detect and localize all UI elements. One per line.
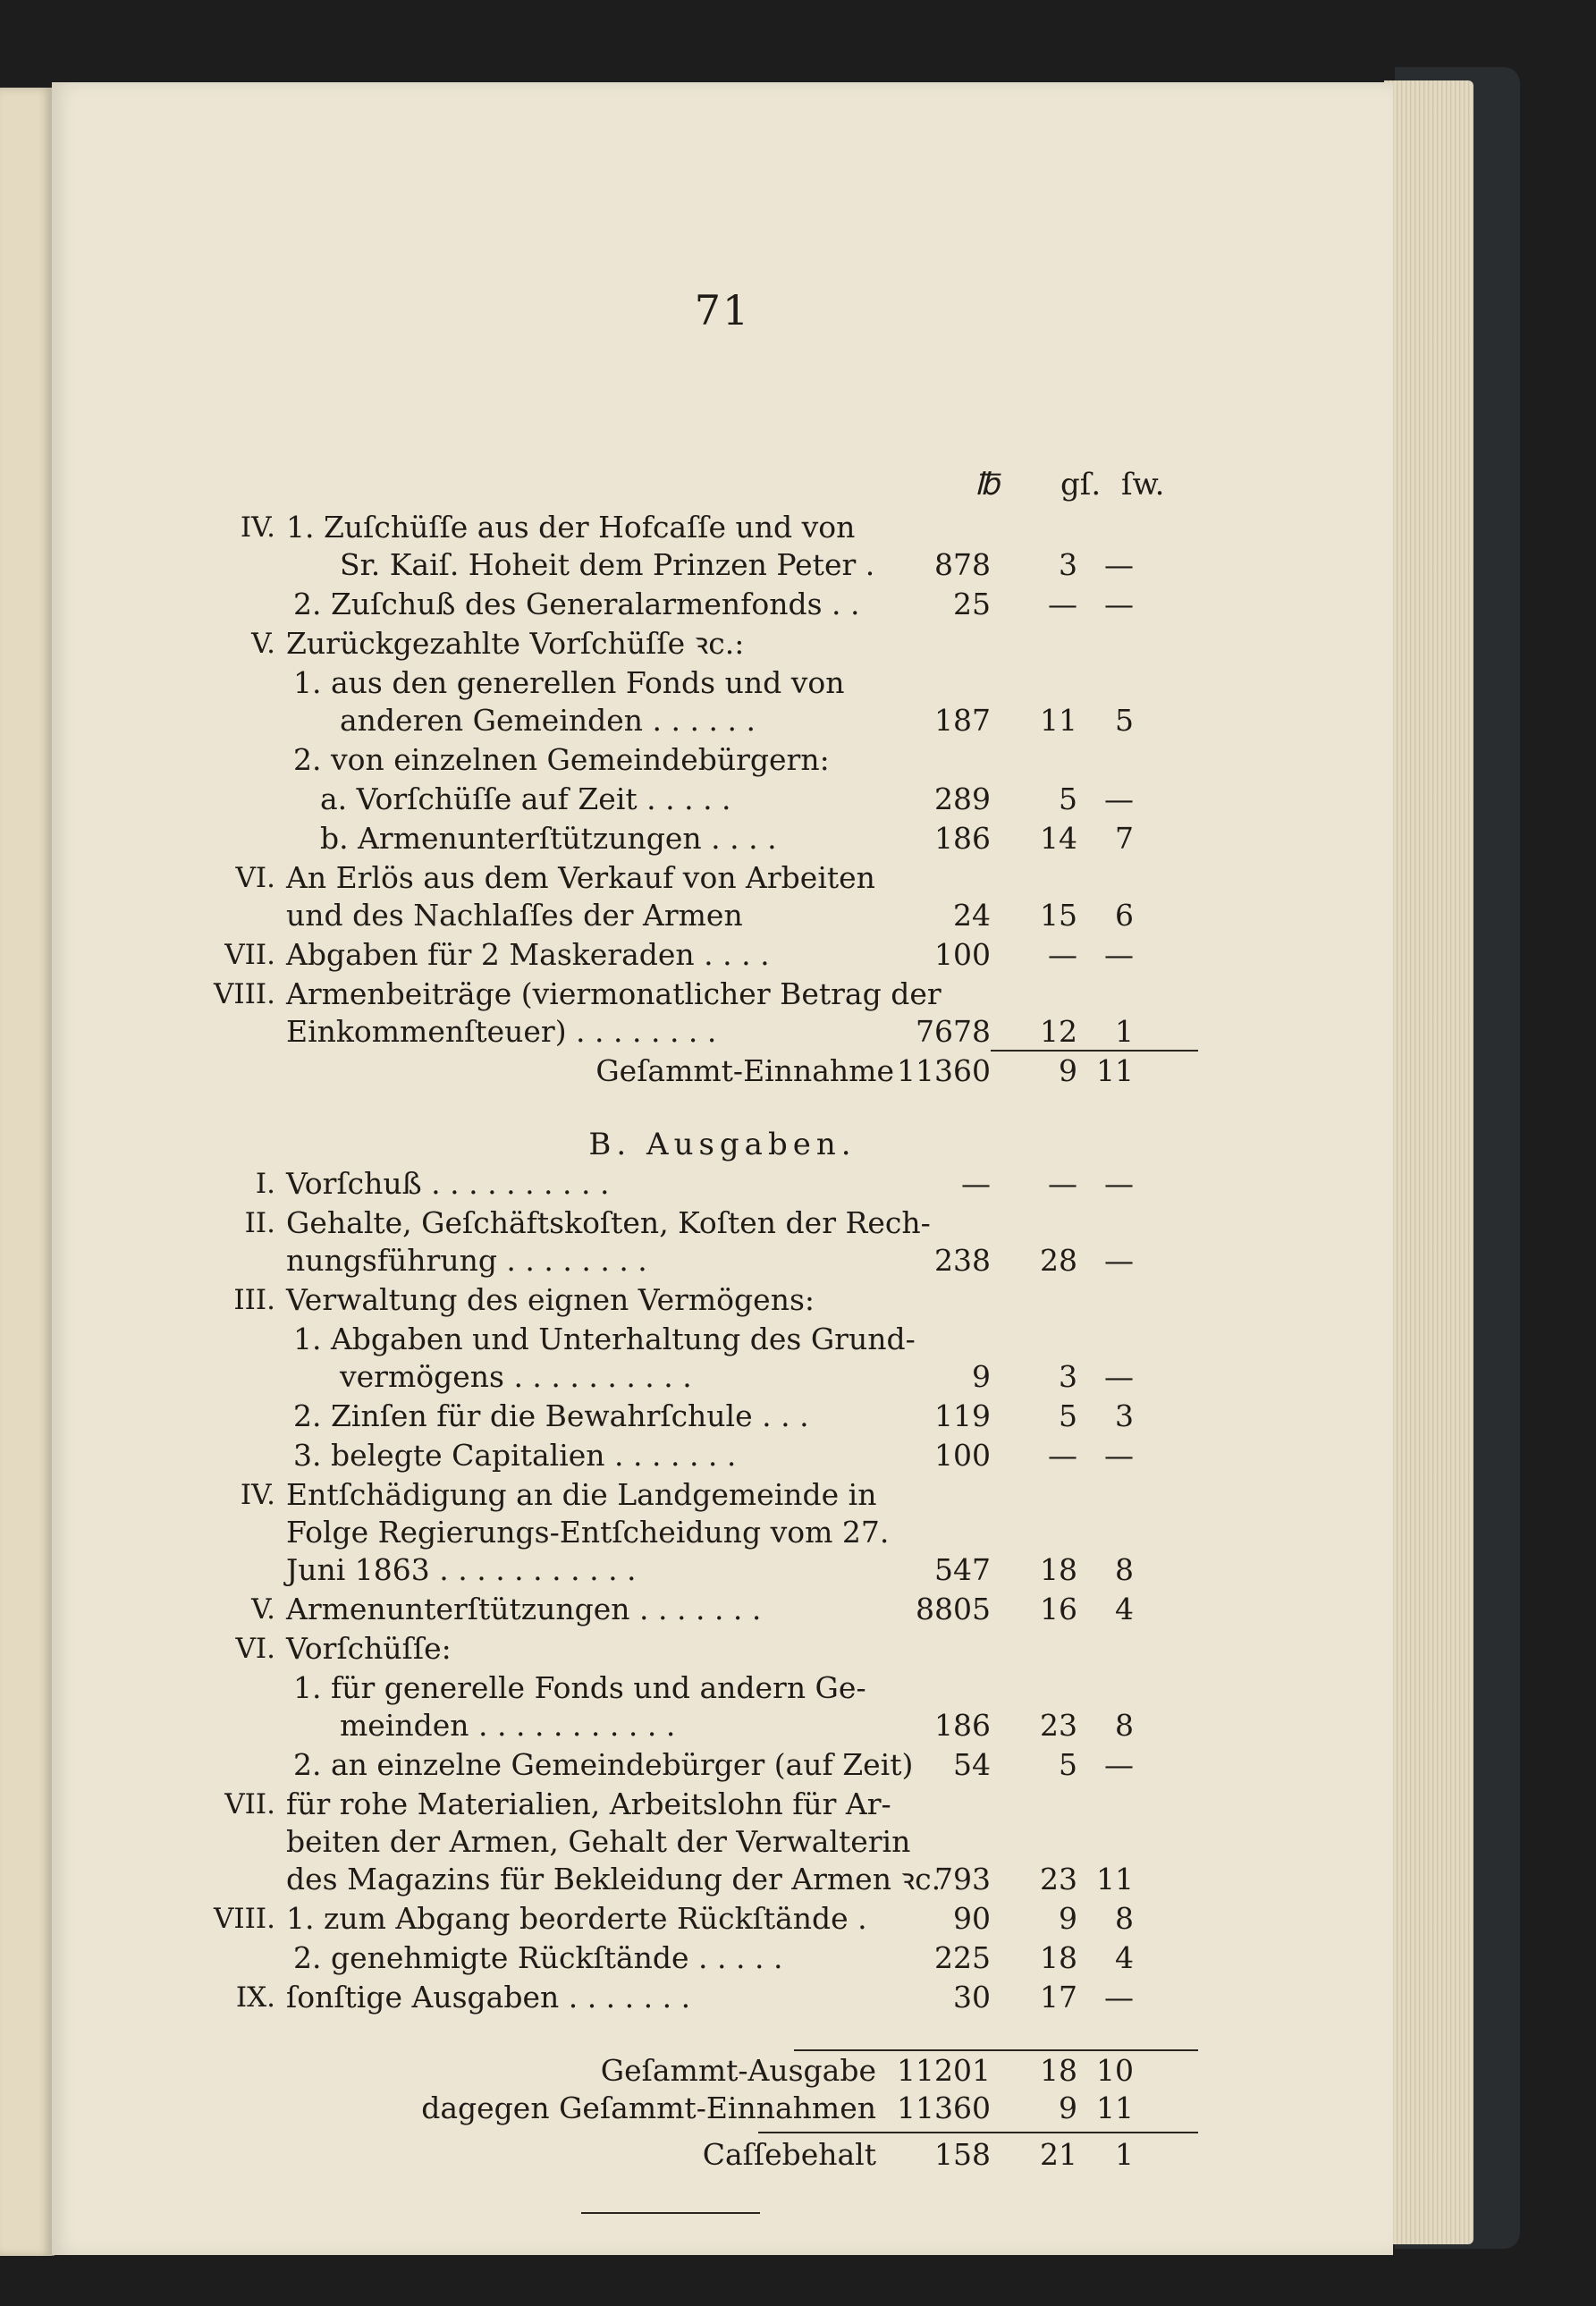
entry-text-line: Vorſchuß . . . . . . . . . . xyxy=(286,1166,610,1201)
amount-schwaren: — xyxy=(1104,1980,1134,2015)
entry-text-line: Abgaben für 2 Maskeraden . . . . xyxy=(286,937,770,972)
page-stack-edge xyxy=(1384,80,1474,2244)
against-income-groschen: 9 xyxy=(1059,2091,1077,2125)
amount-groschen: 5 xyxy=(1059,781,1077,816)
amount-thaler: 7678 xyxy=(916,1014,991,1049)
closing-rule xyxy=(581,2212,760,2214)
amount-thaler: 793 xyxy=(934,1862,991,1896)
balance-schwaren: 1 xyxy=(1115,2137,1134,2172)
page-number: 71 xyxy=(694,286,751,334)
entry-text-line: 1. zum Abgang beorderte Rückſtände . xyxy=(286,1901,867,1936)
entry-text-line: Folge Regierungs-Entſcheidung vom 27. xyxy=(286,1515,890,1550)
entry-text-line: 1. Zuſchüſſe aus der Hofcaſſe und von xyxy=(286,510,856,545)
amount-thaler: 878 xyxy=(934,547,991,582)
entry-text-line: 1. aus den generellen Fonds und von xyxy=(293,665,845,700)
amount-groschen: 16 xyxy=(1040,1592,1077,1626)
amount-schwaren: — xyxy=(1104,1359,1134,1394)
amount-thaler: 238 xyxy=(934,1243,991,1278)
balance-thaler: 158 xyxy=(934,2137,991,2172)
amount-thaler: 547 xyxy=(934,1552,991,1587)
roman-numeral: IV. xyxy=(240,1479,275,1511)
entry-text-line: a. Vorſchüſſe auf Zeit . . . . . xyxy=(320,781,731,816)
entry-text-line: 1. Abgaben und Unterhaltung des Grund- xyxy=(293,1322,916,1356)
entry-text-line: Armenbeiträge (viermonatlicher Betrag der xyxy=(286,976,942,1011)
entry-text-line: ſonſtige Ausgaben . . . . . . . xyxy=(286,1980,691,2015)
amount-groschen: 11 xyxy=(1040,703,1077,738)
entry-text-line: An Erlös aus dem Verkauf von Arbeiten xyxy=(286,860,875,895)
roman-numeral: IX. xyxy=(235,1981,275,2014)
income-total-schwaren: 11 xyxy=(1096,1053,1134,1088)
entry-text-line: 2. genehmigte Rückſtände . . . . . xyxy=(293,1940,783,1975)
amount-schwaren: 6 xyxy=(1115,898,1134,933)
amount-thaler: 24 xyxy=(953,898,991,933)
balance-groschen: 21 xyxy=(1040,2137,1077,2172)
amount-groschen: — xyxy=(1048,1166,1077,1201)
amount-thaler: 30 xyxy=(953,1980,991,2015)
entry-text-line: des Magazins für Bekleidung der Armen ꝛc. xyxy=(286,1862,942,1896)
against-income-label: dagegen Geſammt-Einnahmen xyxy=(421,2091,876,2125)
amount-thaler: 186 xyxy=(934,821,991,856)
amount-schwaren: — xyxy=(1104,937,1134,972)
amount-schwaren: 8 xyxy=(1115,1708,1134,1743)
amount-thaler: 100 xyxy=(934,937,991,972)
roman-numeral: IV. xyxy=(240,511,275,544)
amount-thaler: 225 xyxy=(934,1940,991,1975)
balance-rule xyxy=(758,2132,1198,2133)
amount-schwaren: 8 xyxy=(1115,1552,1134,1587)
amount-groschen: 5 xyxy=(1059,1398,1077,1433)
amount-groschen: 12 xyxy=(1040,1014,1077,1049)
amount-groschen: 3 xyxy=(1059,1359,1077,1394)
against-income-schwaren: 11 xyxy=(1096,2091,1134,2125)
expense-total-rule xyxy=(794,2049,1198,2051)
entry-text-line: Entſchädigung an die Landgemeinde in xyxy=(286,1477,877,1512)
amount-schwaren: 4 xyxy=(1115,1940,1134,1975)
amount-thaler: 100 xyxy=(934,1438,991,1473)
amount-groschen: 17 xyxy=(1040,1980,1077,2015)
entry-text-line: meinden . . . . . . . . . . . xyxy=(340,1708,676,1743)
amount-schwaren: — xyxy=(1104,781,1134,816)
amount-groschen: 18 xyxy=(1040,1552,1077,1587)
left-page-edge xyxy=(0,88,55,2256)
entry-text-line: Armenunterſtützungen . . . . . . . xyxy=(286,1592,762,1626)
amount-schwaren: — xyxy=(1104,547,1134,582)
amount-groschen: 3 xyxy=(1059,547,1077,582)
amount-groschen: 23 xyxy=(1040,1862,1077,1896)
amount-thaler: 186 xyxy=(934,1708,991,1743)
amount-schwaren: — xyxy=(1104,1243,1134,1278)
amount-thaler: 8805 xyxy=(916,1592,991,1626)
income-total-label: Geſammt-Einnahme xyxy=(595,1053,894,1088)
roman-numeral: VII. xyxy=(224,1788,275,1820)
amount-thaler: 9 xyxy=(972,1359,991,1394)
amount-groschen: 14 xyxy=(1040,821,1077,856)
roman-numeral: V. xyxy=(251,1593,275,1626)
amount-groschen: 9 xyxy=(1059,1901,1077,1936)
amount-schwaren: — xyxy=(1104,1438,1134,1473)
roman-numeral: V. xyxy=(251,628,275,660)
amount-groschen: — xyxy=(1048,587,1077,621)
roman-numeral: VIII. xyxy=(214,978,275,1010)
entry-text-line: b. Armenunterſtützungen . . . . xyxy=(320,821,777,856)
amount-schwaren: 5 xyxy=(1115,703,1134,738)
balance-label: Caſſebehalt xyxy=(702,2137,876,2172)
amount-groschen: 18 xyxy=(1040,1940,1077,1975)
amount-schwaren: — xyxy=(1104,1166,1134,1201)
roman-numeral: II. xyxy=(244,1207,275,1239)
amount-thaler: 187 xyxy=(934,703,991,738)
entry-text-line: beiten der Armen, Gehalt der Verwalterin xyxy=(286,1824,911,1859)
header-schwaren: ſw. xyxy=(1121,467,1165,503)
amount-groschen: — xyxy=(1048,937,1077,972)
entry-text-line: vermögens . . . . . . . . . . xyxy=(340,1359,692,1394)
amount-thaler: — xyxy=(961,1166,991,1201)
amount-thaler: 25 xyxy=(953,587,991,621)
expense-total-groschen: 18 xyxy=(1040,2053,1077,2088)
roman-numeral: III. xyxy=(233,1284,275,1316)
income-total-groschen: 9 xyxy=(1059,1053,1077,1088)
amount-schwaren: 1 xyxy=(1115,1014,1134,1049)
header-thaler: ℔ xyxy=(975,467,1000,503)
roman-numeral: VI. xyxy=(235,862,275,894)
section-b-title: B. Ausgaben. xyxy=(588,1127,857,1162)
income-total-thaler: 11360 xyxy=(897,1053,991,1088)
entry-text-line: 3. belegte Capitalien . . . . . . . xyxy=(293,1438,737,1473)
amount-groschen: 15 xyxy=(1040,898,1077,933)
expense-total-thaler: 11201 xyxy=(897,2053,991,2088)
entry-text-line: 2. von einzelnen Gemeindebürgern: xyxy=(293,742,830,777)
amount-schwaren: — xyxy=(1104,1747,1134,1782)
entry-text-line: 2. an einzelne Gemeindebürger (auf Zeit) xyxy=(293,1747,914,1782)
entry-text-line: 1. für generelle Fonds und andern Ge- xyxy=(293,1670,866,1705)
entry-text-line: nungsführung . . . . . . . . xyxy=(286,1243,647,1278)
amount-groschen: 5 xyxy=(1059,1747,1077,1782)
amount-schwaren: — xyxy=(1104,587,1134,621)
amount-groschen: 23 xyxy=(1040,1708,1077,1743)
entry-text-line: Zurückgezahlte Vorſchüſſe ꝛc.: xyxy=(286,626,745,661)
expense-total-schwaren: 10 xyxy=(1096,2053,1134,2088)
entry-text-line: Einkommenſteuer) . . . . . . . . xyxy=(286,1014,717,1049)
against-income-thaler: 11360 xyxy=(897,2091,991,2125)
roman-numeral: VI. xyxy=(235,1633,275,1665)
expense-total-label: Geſammt-Ausgabe xyxy=(600,2053,876,2088)
roman-numeral: VII. xyxy=(224,939,275,971)
income-total-rule xyxy=(991,1050,1198,1052)
amount-schwaren: 11 xyxy=(1096,1862,1134,1896)
entry-text-line: 2. Zinſen für die Bewahrſchule . . . xyxy=(293,1398,809,1433)
amount-schwaren: 8 xyxy=(1115,1901,1134,1936)
entry-text-line: Juni 1863 . . . . . . . . . . . xyxy=(286,1552,637,1587)
entry-text-line: anderen Gemeinden . . . . . . xyxy=(340,703,756,738)
roman-numeral: VIII. xyxy=(214,1903,275,1935)
amount-groschen: — xyxy=(1048,1438,1077,1473)
entry-text-line: und des Nachlaſſes der Armen xyxy=(286,898,743,933)
amount-schwaren: 3 xyxy=(1115,1398,1134,1433)
amount-thaler: 90 xyxy=(953,1901,991,1936)
amount-schwaren: 7 xyxy=(1115,821,1134,856)
amount-thaler: 289 xyxy=(934,781,991,816)
amount-thaler: 119 xyxy=(934,1398,991,1433)
amount-groschen: 28 xyxy=(1040,1243,1077,1278)
amount-schwaren: 4 xyxy=(1115,1592,1134,1626)
entry-text-line: für rohe Materialien, Arbeitslohn für Ar- xyxy=(286,1787,891,1821)
header-groschen: gſ. xyxy=(1060,467,1102,503)
amount-thaler: 54 xyxy=(953,1747,991,1782)
roman-numeral: I. xyxy=(255,1168,275,1200)
entry-text-line: Gehalte, Geſchäftskoſten, Koſten der Rech- xyxy=(286,1205,931,1240)
entry-text-line: Sr. Kaiſ. Hoheit dem Prinzen Peter . xyxy=(340,547,875,582)
entry-text-line: Verwaltung des eignen Vermögens: xyxy=(286,1282,815,1317)
entry-text-line: Vorſchüſſe: xyxy=(286,1631,452,1666)
entry-text-line: 2. Zuſchuß des Generalarmenfonds . . xyxy=(293,587,860,621)
book-page xyxy=(52,82,1393,2255)
